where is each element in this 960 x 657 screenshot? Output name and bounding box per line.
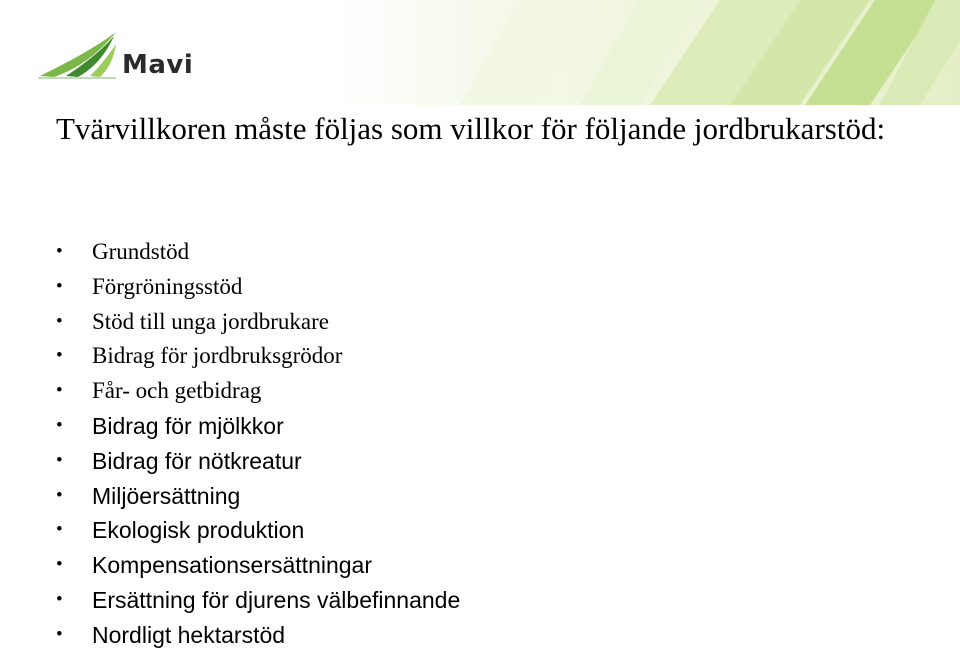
list-item (56, 513, 460, 548)
list-item-label: Miljöersättning (92, 482, 241, 509)
support-list (56, 235, 460, 653)
bullet: • (56, 449, 63, 471)
list-item-label: Ekologisk produktion (92, 517, 305, 544)
bullet: • (56, 588, 63, 610)
list-item (56, 444, 460, 479)
bullet: • (56, 554, 63, 576)
list-item-label: Bidrag för mjölkkor (92, 412, 284, 439)
leaf-swoosh-icon (36, 30, 126, 82)
bullet: • (56, 519, 63, 541)
list-item-label: Nordligt hektarstöd (92, 621, 286, 648)
list-item (56, 339, 460, 374)
list-item-label: Bidrag för jordbruksgrödor (92, 343, 343, 369)
bullet: • (56, 241, 63, 262)
bullet: • (56, 380, 63, 402)
list-item-label: Ersättning för djurens välbefinnande (92, 586, 461, 613)
bullet: • (56, 484, 63, 506)
brand-name: Mavi (122, 50, 194, 80)
bullet: • (56, 310, 63, 332)
bullet: • (56, 345, 63, 367)
list-item (56, 618, 460, 653)
bullet: • (56, 623, 63, 645)
bullet: • (56, 414, 63, 436)
list-item (56, 235, 460, 270)
slide-title: Tvärvillkoren måste följas som villkor för följande jordbrukarstöd: (56, 111, 886, 146)
list-item-label: Stöd till unga jordbrukare (92, 308, 329, 334)
list-item (56, 409, 460, 444)
list-item-label: Förgröningsstöd (92, 273, 243, 299)
list-item (56, 305, 460, 340)
list-item-label: Får- och getbidrag (92, 378, 262, 404)
list-item (56, 548, 460, 583)
list-item (56, 583, 460, 618)
list-item (56, 374, 460, 409)
list-item-label: Bidrag för nötkreatur (92, 447, 302, 474)
list-item-label: Kompensationsersättningar (92, 552, 372, 579)
bullet: • (56, 275, 63, 297)
list-item (56, 270, 460, 305)
list-item-label: Grundstöd (92, 239, 190, 264)
list-item (56, 479, 460, 514)
